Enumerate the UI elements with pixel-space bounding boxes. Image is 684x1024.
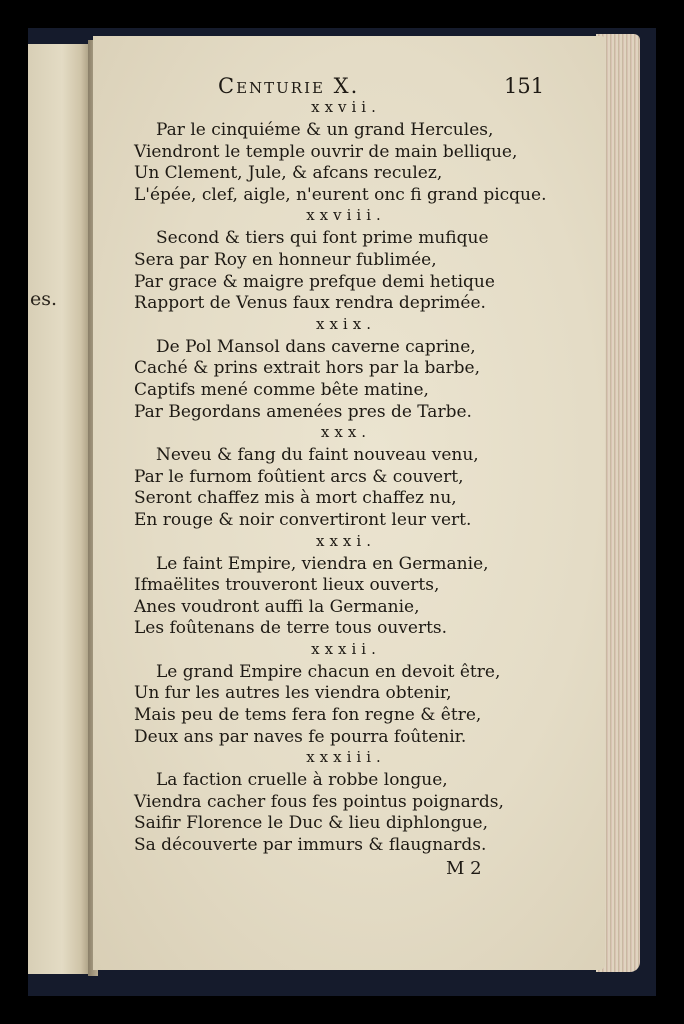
verse-line: Par le furnom foûtient arcs & couvert, (134, 466, 464, 487)
verse-line: En rouge & noir convertiront leur vert. (134, 509, 472, 530)
quatrains (0, 98, 684, 857)
verse-line: De Pol Mansol dans caverne caprine, (156, 336, 476, 357)
quatrain-number: xxxiii. (306, 748, 386, 767)
verse-line: Saifir Florence le Duc & lieu diphlongue, (134, 813, 488, 834)
quatrain (0, 748, 684, 856)
verse-line: Rapport de Venus faux rendra deprimée. (134, 293, 486, 314)
quatrain-number: xxvii. (311, 98, 381, 116)
verse-line: Viendra cacher fous fes pointus poignards, (134, 791, 504, 812)
verse-line: Ifmaëlites trouveront lieux ouverts, (134, 575, 440, 596)
quatrain (0, 315, 684, 423)
verse-line: Par le cinquiéme & un grand Hercules, (156, 120, 494, 140)
verse-line: Un fur les autres les viendra obtenir, (134, 683, 452, 704)
quatrain-number: xxix. (316, 314, 376, 333)
quatrain (0, 640, 684, 748)
verse-line: Le faint Empire, viendra en Germanie, (156, 553, 489, 574)
quatrain (0, 98, 684, 206)
verse-line: L'épée, clef, aigle, n'eurent onc fi grand picque. (134, 184, 547, 205)
verse-line: Par Begordans amenées pres de Tarbe. (134, 401, 472, 422)
verse-line: Sa découverte par immurs & flaugnards. (134, 835, 487, 856)
verse-line: Captifs mené comme bête matine, (134, 379, 429, 400)
verse-line: Viendront le temple ouvrir de main bellique, (134, 141, 518, 162)
verse-line: Seront chaffez mis à mort chaffez nu, (134, 488, 457, 509)
quatrain (0, 206, 684, 314)
page-number: 151 (504, 74, 545, 98)
quatrain (0, 532, 684, 640)
left-page-text-fragment: es. (30, 288, 58, 310)
verse-line: Neveu & fang du faint nouveau venu, (156, 445, 479, 466)
verse-line: Mais peu de tems fera fon regne & être, (134, 705, 482, 726)
quatrain (0, 423, 684, 531)
quatrain-number: xxx. (320, 423, 372, 442)
verse-line: Caché & prins extrait hors par la barbe, (134, 358, 481, 379)
quatrain-number: xxxi. (316, 531, 376, 550)
verse-line: Second & tiers qui font prime mufique (156, 228, 489, 249)
verse-line: Un Clement, Jule, & afcans reculez, (134, 163, 443, 184)
verse-line: Par grace & maigre prefque demi hetique (134, 271, 495, 292)
quatrain-number: xxxii. (311, 639, 381, 658)
verse-line: Anes voudront auffi la Germanie, (134, 596, 420, 617)
signature-mark: M 2 (446, 858, 482, 879)
verse-line: Deux ans par naves fe pourra foûtenir. (134, 726, 467, 747)
verse-line: Les foûtenans de terre tous ouverts. (134, 618, 448, 639)
verse-line: Sera par Roy en honneur fublimée, (134, 249, 437, 270)
header-title: Centurie X. (218, 74, 360, 98)
verse-line: Le grand Empire chacun en devoit être, (156, 661, 501, 682)
verse-line: La faction cruelle à robbe longue, (156, 770, 448, 791)
quatrain-number: xxviii. (306, 206, 386, 225)
